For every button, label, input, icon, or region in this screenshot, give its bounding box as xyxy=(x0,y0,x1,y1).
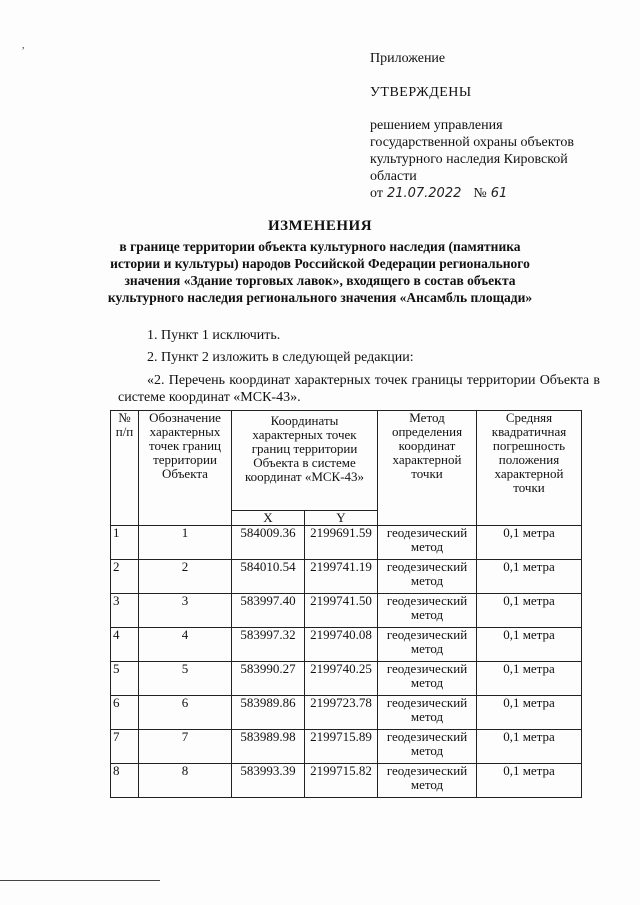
coordinates-table xyxy=(110,410,582,798)
number-prefix: № xyxy=(473,186,487,201)
table-row xyxy=(111,594,582,628)
paragraph-2: 2. Пункт 2 изложить в следующей редакции: xyxy=(147,350,414,365)
header-point: Обозначение характерных точек границ территории Объекта xyxy=(139,411,232,526)
cell-y: 2199741.19 xyxy=(305,560,378,594)
cell-num: 4 xyxy=(111,628,139,662)
cell-num: 2 xyxy=(111,560,139,594)
table-row xyxy=(111,526,582,560)
cell-y: 2199741.50 xyxy=(305,594,378,628)
cell-method: геодезический метод xyxy=(378,730,477,764)
cell-point: 6 xyxy=(139,696,232,730)
header-x: X xyxy=(232,511,305,526)
cell-x: 583989.86 xyxy=(232,696,305,730)
cell-error: 0,1 метра xyxy=(477,730,582,764)
cell-y: 2199740.25 xyxy=(305,662,378,696)
cell-x: 583993.39 xyxy=(232,764,305,798)
cell-y: 2199715.82 xyxy=(305,764,378,798)
cell-num: 5 xyxy=(111,662,139,696)
table-row xyxy=(111,662,582,696)
table-row xyxy=(111,560,582,594)
document-heading xyxy=(100,218,540,306)
cell-x: 584010.54 xyxy=(232,560,305,594)
document-title: ИЗМЕНЕНИЯ xyxy=(267,218,373,234)
cell-num: 8 xyxy=(111,764,139,798)
cell-x: 583997.32 xyxy=(232,628,305,662)
cell-point: 7 xyxy=(139,730,232,764)
approval-number: 61 xyxy=(490,186,508,201)
approval-authority: решением управления государственной охраны объектов культурного наследия Кировской области xyxy=(370,118,574,184)
cell-error: 0,1 метра xyxy=(477,764,582,798)
cell-point: 2 xyxy=(139,560,232,594)
margin-mark: , xyxy=(22,40,25,51)
document-subtitle: в границе территории объекта культурного наследия (памятника истории и культуры) народов Российской Федерации регионального значения «Здание торговых лавок», входящего в состав объекта культурного наследия регионального значения «Ансамбль площади» xyxy=(107,239,533,305)
header-error: Средняя квадратичная погрешность положения характерной точки xyxy=(477,411,582,526)
table-header-row xyxy=(111,411,582,511)
cell-x: 583997.40 xyxy=(232,594,305,628)
table-row xyxy=(111,628,582,662)
cell-point: 3 xyxy=(139,594,232,628)
footer-rule xyxy=(0,880,160,881)
cell-num: 7 xyxy=(111,730,139,764)
cell-y: 2199740.08 xyxy=(305,628,378,662)
table-row xyxy=(111,730,582,764)
appendix-label: Приложение xyxy=(370,51,446,66)
table-row xyxy=(111,764,582,798)
paragraph-3: «2. Перечень координат характерных точек границы территории Объекта в системе координат «МСК-43». xyxy=(118,373,600,405)
cell-num: 3 xyxy=(111,594,139,628)
table-body xyxy=(111,526,582,798)
cell-point: 1 xyxy=(139,526,232,560)
cell-x: 584009.36 xyxy=(232,526,305,560)
approval-date: 21.07.2022 xyxy=(386,186,462,201)
approved-label: УТВЕРЖДЕНЫ xyxy=(370,85,472,100)
cell-error: 0,1 метра xyxy=(477,662,582,696)
cell-method: геодезический метод xyxy=(378,764,477,798)
cell-y: 2199715.89 xyxy=(305,730,378,764)
table-row xyxy=(111,696,582,730)
header-y: Y xyxy=(305,511,378,526)
cell-method: геодезический метод xyxy=(378,560,477,594)
cell-error: 0,1 метра xyxy=(477,560,582,594)
cell-method: геодезический метод xyxy=(378,594,477,628)
cell-point: 5 xyxy=(139,662,232,696)
approval-block xyxy=(370,50,620,202)
cell-num: 6 xyxy=(111,696,139,730)
cell-x: 583990.27 xyxy=(232,662,305,696)
paragraph-1: 1. Пункт 1 исключить. xyxy=(147,328,281,343)
date-prefix: от xyxy=(370,186,383,201)
approval-date-row xyxy=(370,185,620,202)
cell-error: 0,1 метра xyxy=(477,526,582,560)
cell-x: 583989.98 xyxy=(232,730,305,764)
cell-point: 4 xyxy=(139,628,232,662)
cell-method: геодезический метод xyxy=(378,628,477,662)
cell-error: 0,1 метра xyxy=(477,594,582,628)
cell-point: 8 xyxy=(139,764,232,798)
cell-error: 0,1 метра xyxy=(477,696,582,730)
cell-method: геодезический метод xyxy=(378,696,477,730)
header-coords: Координаты характерных точек границ территории Объекта в системе координат «МСК-43» xyxy=(232,411,378,511)
header-method: Метод определения координат характерной точки xyxy=(378,411,477,526)
cell-method: геодезический метод xyxy=(378,526,477,560)
cell-y: 2199723.78 xyxy=(305,696,378,730)
cell-method: геодезический метод xyxy=(378,662,477,696)
cell-y: 2199691.59 xyxy=(305,526,378,560)
cell-error: 0,1 метра xyxy=(477,628,582,662)
cell-num: 1 xyxy=(111,526,139,560)
header-num: № п/п xyxy=(111,411,139,526)
